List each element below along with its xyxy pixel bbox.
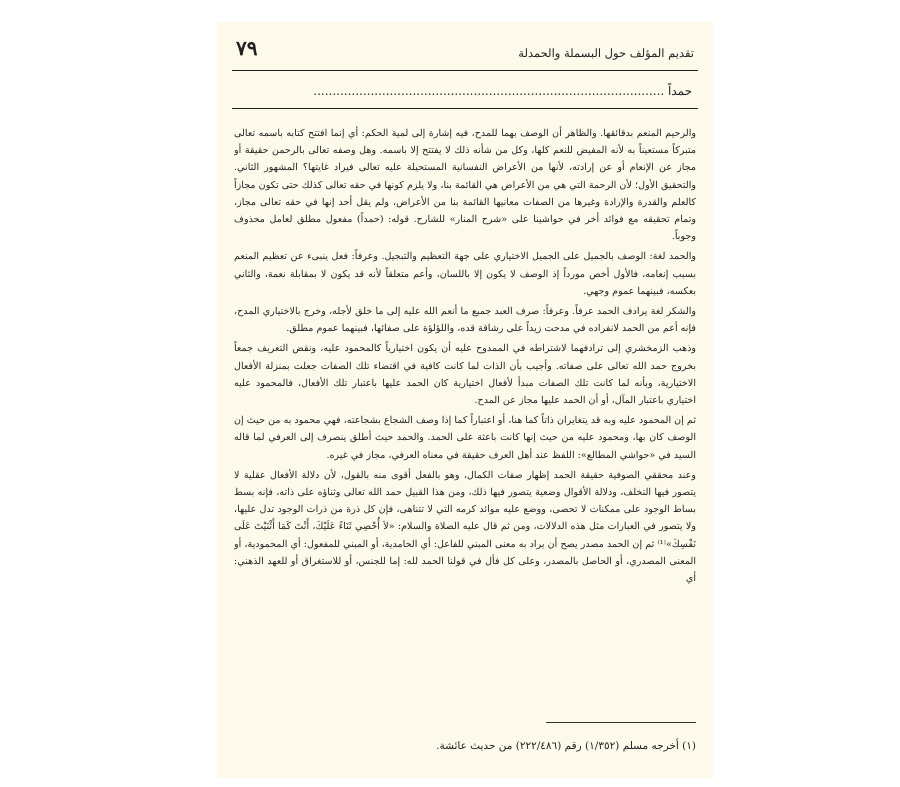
paragraph: وذهب الزمخشري إلى ترادفهما لاشتراطه في الممدوح عليه أن يكون اختيارياً كالمحمود عليه، ونقض التعريف جمعاً بخروج حمد الله تعالى على صفاته. وأجيب بأن الذات لما كانت كافية في اقتضاء تلك الصفات جعلت بمنزلة الأفعال الاختيارية، وبأنه لما كانت تلك الصفات مبدأ لأفعال اختيارية كان الحمد عليها باعتبار تلك الأفعال، فالمحمود عليه اختياري باعتبار المآل، أو أن الحمد عليها مجاز عن المدح.: [234, 343, 696, 407]
paragraph: والشكر لغة يرادف الحمد عرفاً. وعرفاً: صرف العبد جميع ما أنعم الله عليه إلى ما خلق لأجله، وخرج بالاختياري المدح، فإنه أعم من الحمد لانفراده في مدحت زيداً على رشاقة قده، واللؤلؤة على صفائها، فبينهما عموم مطلق.: [234, 306, 696, 335]
commentary-body: [234, 125, 696, 717]
matn-text: حمداً ............................................................................................: [313, 84, 692, 98]
paragraph: ثم إن المحمود عليه وبه قد يتغايران ذاتاً كما هنا، أو اعتباراً كما إذا وصف الشجاع بشجاعته، فهي محمود به من حيث إن الوصف كان بها، ومحمود عليه من حيث إنها كانت باعثة على الحمد. والحمد حيث أطلق ينصرف إلى العرفي لما قاله السيد في «حواشي المطالع»: اللفظ عند أهل العرف حقيقة في معناه العرفي، مجاز في غيره.: [234, 415, 696, 461]
page-header: [232, 36, 698, 71]
paragraph: والرحيم المنعم بدقائقها. والظاهر أن الوصف بهما للمدح، فيه إشارة إلى لمية الحكم: أي إنما افتتح كتابه باسمه تعالى متبركاً مستعيناً به لأنه المفيض للنعم كلها، وكل من شأنه ذلك لا يفتتح إلا باسمه. وهل وصفه تعالى بالرحمن حقيقة أو مجاز عن الإنعام أو عن إرادته، لأنها من الأعراض النفسانية المستحيلة عليه تعالى فيراد غايتها؟ المشهور الثاني. والتحقيق الأول؛ لأن الرحمة التي هي من الأعراض هي القائمة بنا، ولا يلزم كونها في حقه تعالى كذلك حتى تكون مجازاً كالعلم والقدرة والإرادة وغيرها من الصفات معانيها القائمة بنا من الأعراض، ولم يقل أحد إنها في حقه تعالى مجاز، وتمام تحقيقه مع فوائد أخر في حواشينا على «شرح المنار» للشارح. قوله: (حمداً) مفعول مطلق لعامل محذوف وجوباً.: [234, 128, 696, 243]
matn-line: [232, 80, 698, 109]
page-number: ٧٩: [236, 36, 258, 60]
footnote-rule: [546, 722, 696, 723]
paragraph: وعند محققي الصوفية حقيقة الحمد إظهار صفات الكمال، وهو بالفعل أقوى منه بالقول، لأن دلالة الأفعال عقلية لا يتصور فيها التخلف، ودلالة الأقوال وضعية يتصور فيها ذلك، ومن هذا القبيل حمد الله تعالى وثناؤه على ذاته، فإنه بسط بساط الوجود على ممكنات لا تحصى، ووضع عليه موائد كرمه التي لا تتناهى، فإن كل ذرة من ذرات الوجود تدل عليها، ولا يتصور في العبارات مثل هذه الدلالات، ومن ثم قال عليه الصلاة والسلام: «لاَ أُحْصِي ثَنَاءً عَلَيْكَ، أَنْتَ كَمَا أَثْنَيْتَ عَلَى نَفْسِكَ»⁽¹⁾ ثم إن الحمد مصدر يصح أن يراد به معنى المبني للفاعل: أي الحامدية، أو المبني للمفعول: أي المحمودية، أو المعنى المصدري، أو الحاصل بالمصدر، وعلى كل فأل في قولنا الحمد لله: إما للجنس، أو للاستغراق أو للعهد الذهني: أي: [234, 469, 696, 585]
footnote-text: (١) أخرجه مسلم (١/٣٥٢) رقم (٢٢٢/٤٨٦) من حديث عائشة.: [436, 740, 696, 752]
paragraph: والحمد لغة: الوصف بالجميل على الجميل الاختياري على جهة التعظيم والتبجيل. وعرفاً: فعل ينبىء عن تعظيم المنعم بسبب إنعامه، فالأول أخص مورداً إذ الوصف لا يكون إلا باللسان، وأعم متعلقاً لأنه قد يكون لا بمقابلة نعمة، والثاني بعكسه، فبينهما عموم وجهي.: [234, 251, 696, 297]
book-page: [218, 22, 712, 778]
running-title: تقديم المؤلف حول البسملة والحمدلة: [518, 46, 694, 60]
